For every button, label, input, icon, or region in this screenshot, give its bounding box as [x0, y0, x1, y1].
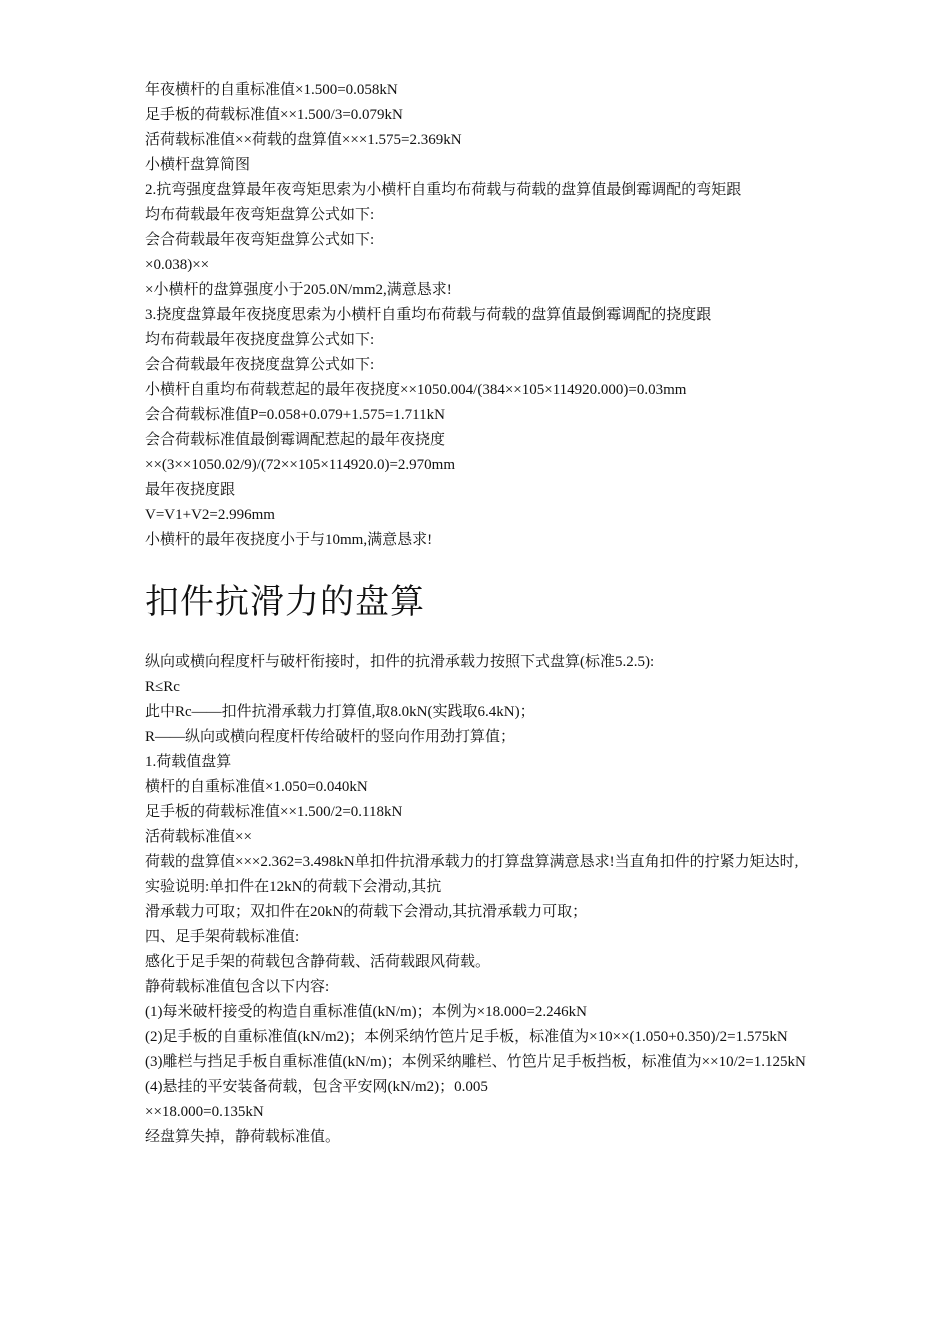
text-line: 感化于足手架的荷载包含静荷载、活荷载跟风荷载。: [145, 954, 491, 970]
section-fastener-anti-slip: [145, 650, 810, 1150]
text-line: 经盘算失掉，静荷载标准值。: [145, 1129, 341, 1145]
text-line: ×小横杆的盘算强度小于205.0N/mm2,满意恳求!: [145, 282, 452, 298]
text-line: 年夜横杆的自重标准值×1.500=0.058kN: [145, 82, 398, 98]
text-line: 荷载的盘算值×××2.362=3.498kN单扣件抗滑承载力的打算盘算满意恳求!当直角扣件的拧紧力矩达时,实验说明:单扣件在12kN的荷载下会滑动,其抗: [145, 854, 799, 895]
text-line: ×0.038)××: [145, 257, 210, 273]
text-line: 均布荷载最年夜弯矩盘算公式如下:: [145, 207, 375, 223]
text-line: 最年夜挠度跟: [145, 482, 236, 498]
text-line: 会合荷载最年夜挠度盘算公式如下:: [145, 357, 375, 373]
text-line: 3.挠度盘算最年夜挠度思索为小横杆自重均布荷载与荷载的盘算值最倒霉调配的挠度跟: [145, 307, 712, 323]
section-heading: 扣件抗滑力的盘算: [145, 582, 425, 622]
text-line: 四、足手架荷载标准值:: [145, 929, 300, 945]
text-line: 1.荷载值盘算: [145, 754, 232, 770]
text-line: 纵向或横向程度杆与破杆衔接时，扣件的抗滑承载力按照下式盘算(标准5.2.5):: [145, 654, 655, 670]
text-line: 均布荷载最年夜挠度盘算公式如下:: [145, 332, 375, 348]
text-line: ××18.000=0.135kN: [145, 1104, 264, 1120]
text-line: 会合荷载标准值P=0.058+0.079+1.575=1.711kN: [145, 407, 445, 423]
text-line: (2)足手板的自重标准值(kN/m2)；本例采纳竹笆片足手板，标准值为×10××(1.050+0.350)/2=1.575kN: [145, 1029, 788, 1045]
text-line: 会合荷载标准值最倒霉调配惹起的最年夜挠度: [145, 432, 446, 448]
text-line: R≤Rc: [145, 679, 180, 695]
document-page: [145, 78, 810, 1150]
text-line: 横杆的自重标准值×1.050=0.040kN: [145, 779, 368, 795]
text-line: 小横杆的最年夜挠度小于与10mm,满意恳求!: [145, 532, 433, 548]
text-line: 静荷载标准值包含以下内容:: [145, 979, 330, 995]
text-line: 足手板的荷载标准值××1.500/3=0.079kN: [145, 107, 403, 123]
text-line: (1)每米破杆接受的构造自重标准值(kN/m)；本例为×18.000=2.246kN: [145, 1004, 587, 1020]
text-line: 足手板的荷载标准值××1.500/2=0.118kN: [145, 804, 403, 820]
text-line: 会合荷载最年夜弯矩盘算公式如下:: [145, 232, 375, 248]
text-line: R——纵向或横向程度杆传给破杆的竖向作用劲打算值；: [145, 729, 516, 745]
text-line: (4)悬挂的平安装备荷载，包含平安网(kN/m2)；0.005: [145, 1079, 488, 1095]
text-line: V=V1+V2=2.996mm: [145, 507, 275, 523]
section-small-crossbar-calculation: [145, 78, 810, 553]
text-line: 活荷载标准值××荷载的盘算值×××1.575=2.369kN: [145, 132, 462, 148]
text-line: 活荷载标准值××: [145, 829, 252, 845]
text-line: 2.抗弯强度盘算最年夜弯矩思索为小横杆自重均布荷载与荷载的盘算值最倒霉调配的弯矩跟: [145, 182, 742, 198]
text-line: 小横杆盘算简图: [145, 157, 251, 173]
text-line: 此中Rc——扣件抗滑承载力打算值,取8.0kN(实践取6.4kN)；: [145, 704, 535, 720]
text-line: (3)雕栏与挡足手板自重标准值(kN/m)；本例采纳雕栏、竹笆片足手板挡板，标准值为××10/2=1.125kN: [145, 1054, 806, 1070]
text-line: 小横杆自重均布荷载惹起的最年夜挠度××1050.004/(384××105×114920.000)=0.03mm: [145, 382, 687, 398]
text-line: 滑承载力可取；双扣件在20kN的荷载下会滑动,其抗滑承载力可取；: [145, 904, 588, 920]
text-line: ××(3××1050.02/9)/(72××105×114920.0)=2.970mm: [145, 457, 456, 473]
